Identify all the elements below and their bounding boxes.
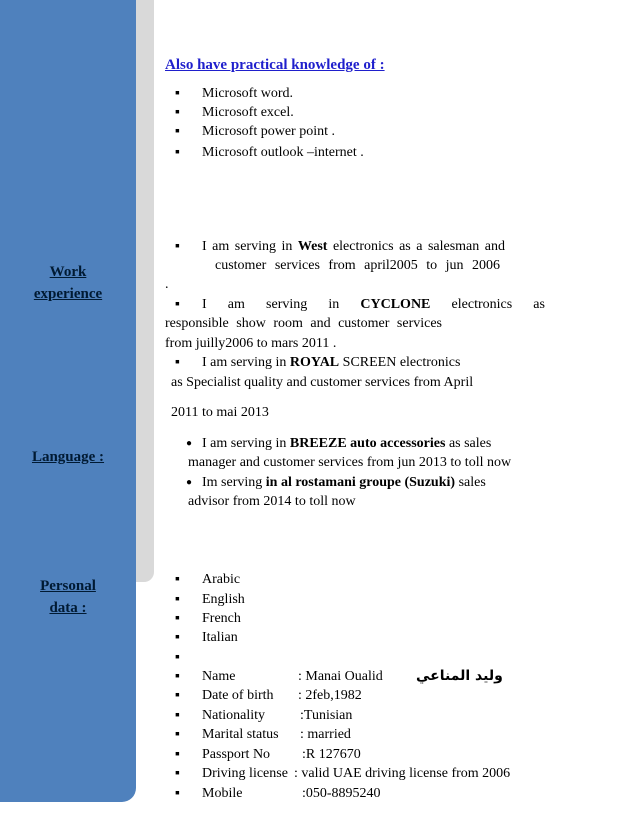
company-breeze: BREEZE auto accessories [289, 436, 446, 451]
personal-value: :050-8895240 [302, 786, 381, 801]
sidebar [0, 0, 136, 802]
language-item: ▪ Arabic [202, 570, 240, 589]
experience-royal-line3: 2011 to mai 2013 [171, 405, 269, 420]
work-experience-label [0, 261, 136, 305]
work-label-line1: Work [49, 264, 87, 280]
personal-value: :Tunisian [300, 708, 353, 723]
language-item: ▪ French [202, 609, 241, 628]
personal-label-line2: data : [49, 600, 87, 616]
personal-row [202, 667, 503, 686]
experience-west [202, 237, 505, 256]
personal-label: Driving license [202, 766, 288, 781]
knowledge-item: ▪ Microsoft outlook –internet . [202, 143, 364, 162]
personal-value: : valid UAE driving license from 2006 [294, 766, 511, 781]
personal-data-label [0, 575, 136, 619]
text: ▪ I [202, 297, 207, 312]
personal-label: Nationality [202, 708, 265, 723]
experience-al-rostamani [202, 473, 486, 492]
personal-label: Passport No [202, 747, 271, 762]
text: SCREEN electronics [339, 355, 461, 370]
text: I am serving in [202, 239, 298, 254]
text: electronics as a salesman and [327, 239, 505, 254]
experience-cyclone [202, 295, 545, 314]
personal-value: : Manai Oualid [298, 669, 383, 684]
text: sales [455, 475, 486, 490]
text: am [227, 297, 245, 312]
knowledge-item: ▪ Microsoft power point . [202, 122, 335, 141]
company-royal: ROYAL [289, 355, 340, 370]
work-label-line2: experience [33, 286, 103, 302]
text: as sales [445, 436, 492, 451]
company-west: West [297, 239, 328, 254]
experience-royal-line2: as Specialist quality and customer services from April [171, 375, 474, 390]
personal-value: : 2feb,1982 [298, 688, 362, 703]
experience-breeze-line2: manager and customer services from jun 2013 to toll now [188, 455, 512, 470]
knowledge-item: ▪ Microsoft word. [202, 84, 293, 103]
knowledge-heading: Also have practical knowledge of : [165, 57, 385, 73]
personal-row [202, 784, 381, 803]
personal-label: Name [202, 669, 236, 684]
experience-cyclone-line3: from juilly2006 to mars 2011 . [165, 336, 337, 351]
company-al-rostamani: in al rostamani groupe (Suzuki) [265, 475, 456, 490]
personal-value: :R 127670 [302, 747, 361, 762]
stray-period: . [165, 277, 169, 292]
knowledge-item: ▪ Microsoft excel. [202, 103, 294, 122]
personal-row [202, 764, 511, 783]
text: Im serving [202, 475, 266, 490]
personal-row [202, 745, 361, 764]
language-item: ▪ Italian [202, 628, 238, 647]
experience-west-line2: customer services from april2005 to jun 2006 [215, 258, 501, 273]
personal-label: Mobile [202, 786, 243, 801]
personal-row [202, 725, 351, 744]
text: serving [266, 297, 308, 312]
arabic-name: وليد المناعي [416, 668, 503, 684]
text: I am serving in [202, 355, 290, 370]
personal-label: Date of birth [202, 688, 274, 703]
experience-al-rostamani-line2: advisor from 2014 to toll now [188, 494, 356, 509]
text: in [328, 297, 340, 312]
language-label: Language : [31, 449, 105, 465]
experience-royal [202, 353, 460, 372]
text: as [533, 297, 545, 312]
personal-row [202, 706, 353, 725]
personal-row [202, 686, 362, 705]
text: I am serving in [202, 436, 290, 451]
experience-breeze [202, 434, 491, 453]
personal-value: : married [300, 727, 351, 742]
company-cyclone: CYCLONE [360, 297, 431, 312]
experience-cyclone-line2: responsible show room and customer services [165, 316, 442, 331]
personal-label: Marital status [202, 727, 279, 742]
language-item: ▪ English [202, 590, 245, 609]
text: electronics [451, 297, 513, 312]
personal-label-line1: Personal [40, 578, 96, 594]
sidebar-shadow [136, 0, 154, 582]
